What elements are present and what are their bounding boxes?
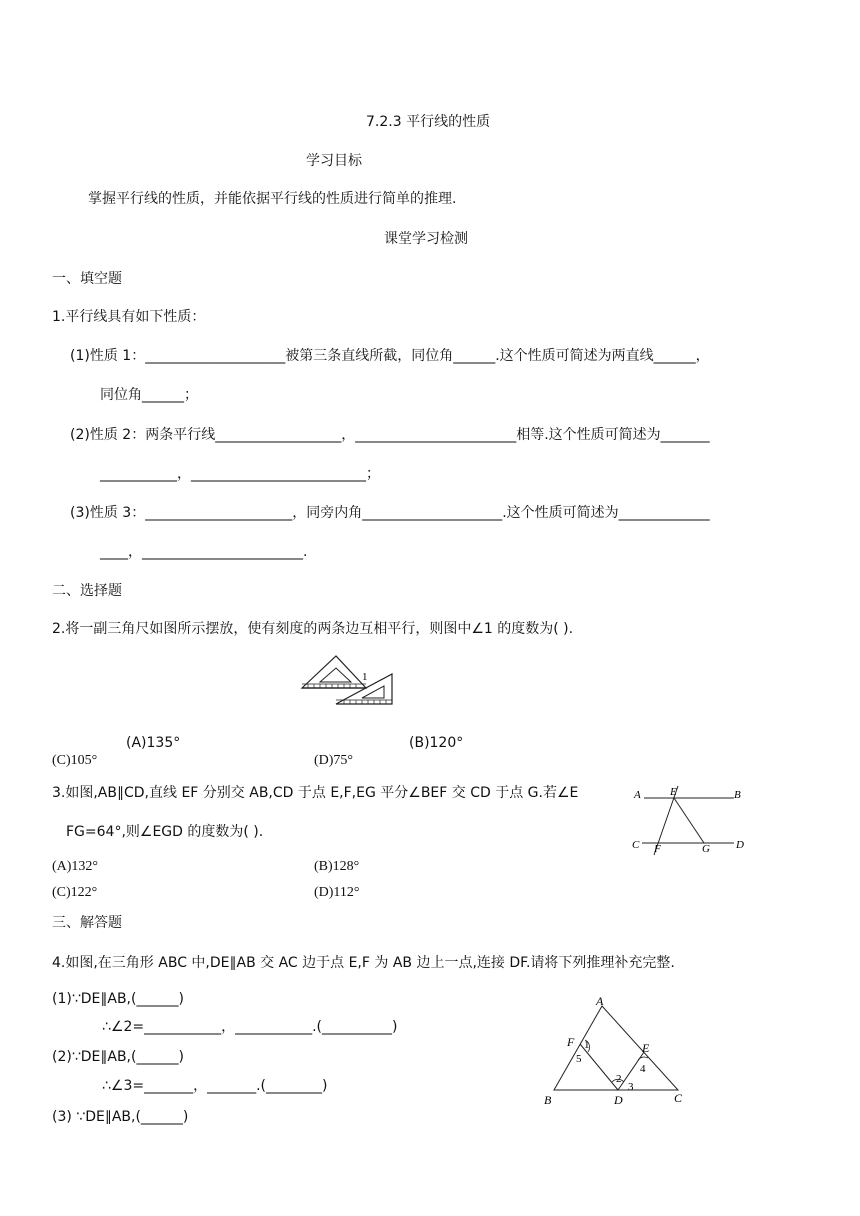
objective-heading: 学习目标 — [306, 153, 362, 169]
q3-option-b[interactable]: (B)128° — [314, 859, 360, 874]
section2-heading: 二、选择题 — [52, 583, 122, 599]
vertex-c-label: C — [674, 1091, 683, 1105]
q3-stem-line2: FG=64°,则∠EGD 的度数为( ). — [66, 824, 264, 840]
point-d-label: D — [736, 839, 744, 851]
point-f-label: F — [654, 843, 661, 855]
objective-text: 掌握平行线的性质，并能依据平行线的性质进行简单的推理. — [88, 191, 457, 207]
q4-line4: ∴∠3=_______，_______.(________) — [102, 1078, 328, 1094]
angle-2-label: 2 — [616, 1073, 622, 1085]
q1-property1-line2: 同位角______； — [100, 387, 198, 403]
point-e-label: E — [670, 786, 677, 798]
triangle-abc-figure — [540, 996, 700, 1108]
point-g-label: G — [702, 843, 710, 855]
point-c-label: C — [632, 839, 640, 851]
q4-line2: ∴∠2=___________，___________.(__________) — [102, 1019, 398, 1035]
q3-option-d[interactable]: (D)112° — [314, 885, 360, 900]
q4-line1: (1)∵DE∥AB,(______) — [52, 991, 184, 1007]
vertex-a-label: A — [596, 996, 604, 1008]
section1-heading: 一、填空题 — [52, 271, 122, 287]
angle-1-label-q4: 1 — [584, 1039, 590, 1051]
check-heading: 课堂学习检测 — [384, 231, 468, 247]
section3-heading: 三、解答题 — [52, 915, 122, 931]
q2-stem: 2.将一副三角尺如图所示摆放，使有刻度的两条边互相平行，则图中∠1 的度数为( ). — [52, 621, 574, 637]
q2-option-a[interactable]: (A)135° — [126, 735, 181, 751]
angle-1-label: 1 — [362, 671, 368, 683]
angle-5-label: 5 — [576, 1053, 582, 1065]
q4-stem: 4.如图,在三角形 ABC 中,DE∥AB 交 AC 边于点 E,F 为 AB 边上一点,连接 DF.请将下列推理补充完整. — [52, 955, 675, 971]
point-b-label: B — [734, 789, 741, 801]
point-a-label: A — [634, 789, 641, 801]
q3-option-a[interactable]: (A)132° — [52, 859, 99, 874]
q4-line3: (2)∵DE∥AB,(______) — [52, 1049, 184, 1065]
q4-line5: (3) ∵DE∥AB,(______) — [52, 1109, 189, 1125]
point-d-label-q4: D — [614, 1093, 623, 1107]
q1-property2-line2: ___________，_________________________； — [100, 466, 380, 482]
q2-option-c[interactable]: (C)105° — [52, 753, 98, 768]
q3-option-c[interactable]: (C)122° — [52, 885, 98, 900]
q2-option-b[interactable]: (B)120° — [409, 735, 464, 751]
q3-stem-line1: 3.如图,AB∥CD,直线 EF 分别交 AB,CD 于点 E,F,EG 平分∠BEF 交 CD 于点 G.若∠E — [52, 785, 579, 801]
page-title: 7.2.3 平行线的性质 — [366, 114, 491, 130]
vertex-b-label: B — [544, 1093, 552, 1107]
point-e-label-q4: E — [642, 1041, 650, 1055]
q2-option-d[interactable]: (D)75° — [314, 753, 354, 768]
parallel-lines-figure — [628, 782, 752, 858]
angle-3-label: 3 — [628, 1081, 634, 1093]
point-f-label-q4: F — [567, 1035, 575, 1049]
q1-property1-line1: (1)性质 1：____________________被第三条直线所截，同位角______.这个性质可简述为两直线______， — [70, 348, 710, 364]
q1-property3-line2: ____，_______________________. — [100, 544, 308, 560]
angle-4-label: 4 — [640, 1063, 646, 1075]
set-squares-figure — [300, 654, 396, 708]
q1-property2-line1: (2)性质 2：两条平行线__________________，_______________________相等.这个性质可简述为_______ — [70, 427, 710, 443]
q1-property3-line1: (3)性质 3：_____________________，同旁内角____________________.这个性质可简述为_____________ — [70, 505, 710, 521]
q1-stem: 1.平行线具有如下性质： — [52, 309, 206, 325]
